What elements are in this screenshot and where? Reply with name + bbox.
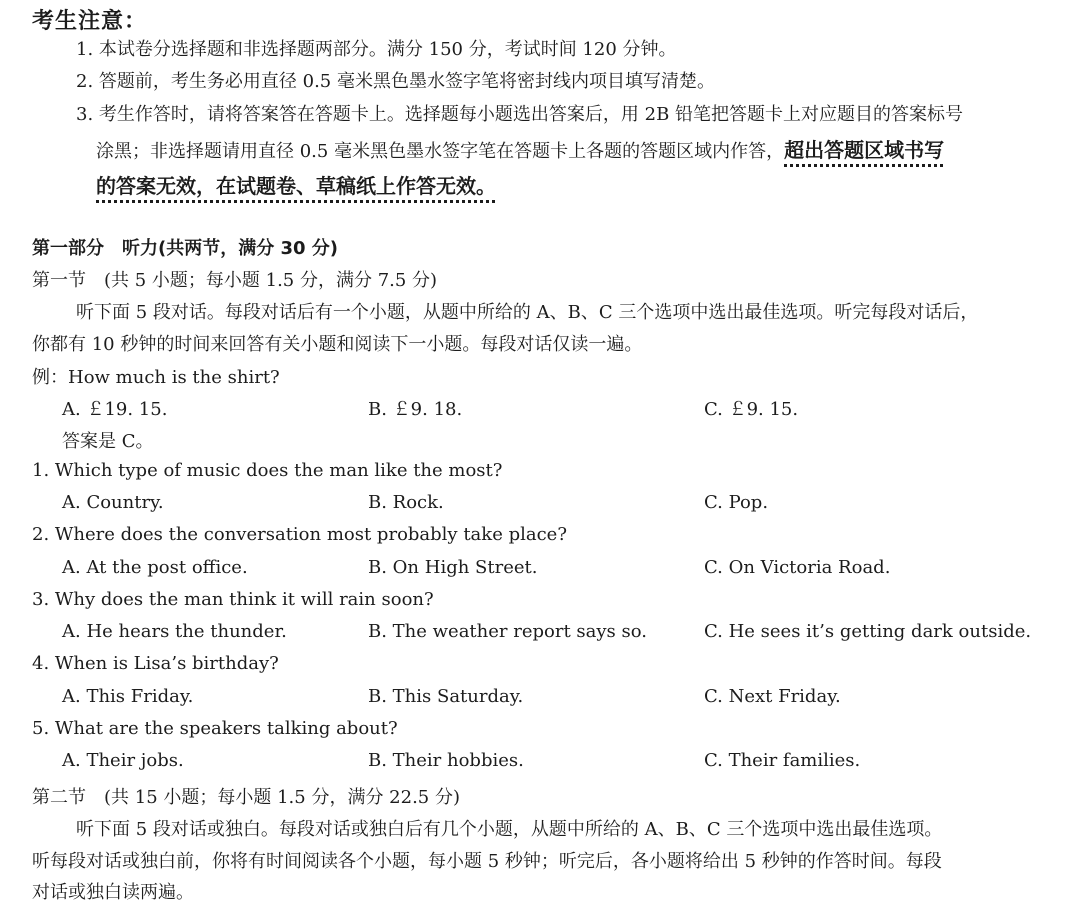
question-3-option-c: C. He sees it’s getting dark outside. — [704, 621, 1032, 642]
question-1: 1. Which type of music does the man like the most? — [32, 460, 503, 481]
question-1-option-b: B. Rock. — [368, 492, 444, 513]
section2-heading: 第二节 (共 15 小题；每小题 1.5 分，满分 22.5 分) — [32, 787, 460, 808]
section1-instruction-line-2: 你都有 10 秒钟的时间来回答有关小题和阅读下一小题。每段对话仅读一遍。 — [32, 334, 643, 355]
question-5: 5. What are the speakers talking about? — [32, 718, 398, 739]
question-2-option-a: A. At the post office. — [62, 557, 248, 578]
question-3-option-b: B. The weather report says so. — [368, 621, 647, 642]
example-answer: 答案是 C。 — [62, 431, 154, 452]
part1-heading: 第一部分 听力(共两节，满分 30 分) — [32, 238, 339, 259]
notice-item-1: 1. 本试卷分选择题和非选择题两部分。满分 150 分，考试时间 120 分钟。 — [76, 39, 677, 60]
question-1-option-c: C. Pop. — [704, 492, 769, 513]
question-4: 4. When is Lisa’s birthday? — [32, 653, 279, 674]
question-4-option-b: B. This Saturday. — [368, 686, 524, 707]
question-2-option-c: C. On Victoria Road. — [704, 557, 891, 578]
example-question: 例：How much is the shirt? — [32, 367, 280, 388]
question-5-option-a: A. Their jobs. — [62, 750, 184, 771]
section1-heading: 第一节 (共 5 小题；每小题 1.5 分，满分 7.5 分) — [32, 270, 438, 291]
question-5-option-c: C. Their families. — [704, 750, 861, 771]
example-option-b: B. ￡9. 18. — [368, 399, 463, 420]
notice-item-2: 2. 答题前，考生务必用直径 0.5 毫米黑色墨水签字笔将密封线内项目填写清楚。 — [76, 71, 715, 92]
question-2-option-b: B. On High Street. — [368, 557, 538, 578]
section2-instruction-line-3: 对话或独白读两遍。 — [32, 882, 194, 903]
section2-instruction-line-2: 听每段对话或独白前，你将有时间阅读各个小题，每小题 5 秒钟；听完后，各小题将给出 5 秒钟的作答时间。每段 — [32, 851, 942, 872]
question-3: 3. Why does the man think it will rain soon? — [32, 589, 434, 610]
example-option-a: A. ￡19. 15. — [62, 399, 168, 420]
question-2: 2. Where does the conversation most probably take place? — [32, 524, 567, 545]
section1-instruction-line-1: 听下面 5 段对话。每段对话后有一个小题，从题中所给的 A、B、C 三个选项中选出最佳选项。听完每段对话后， — [76, 302, 979, 323]
question-4-option-c: C. Next Friday. — [704, 686, 841, 707]
notice-emphasis-1: 超出答题区域书写 — [784, 138, 945, 162]
notice-item-3-plain: 涂黑；非选择题请用直径 0.5 毫米黑色墨水签字笔在答题卡上各题的答题区域内作答， — [96, 141, 785, 162]
notice-item-3-line-3 — [96, 170, 496, 199]
question-5-option-b: B. Their hobbies. — [368, 750, 524, 771]
notice-item-3-line-1: 3. 考生作答时，请将答案答在答题卡上。选择题每小题选出答案后，用 2B 铅笔把答题卡上对应题目的答案标号 — [76, 104, 964, 125]
example-option-c: C. ￡9. 15. — [704, 399, 799, 420]
question-3-option-a: A. He hears the thunder. — [62, 621, 287, 642]
question-4-option-a: A. This Friday. — [62, 686, 194, 707]
notice-title: 考生注意： — [32, 9, 148, 34]
question-1-option-a: A. Country. — [62, 492, 164, 513]
notice-item-3-line-2 — [96, 134, 944, 163]
section2-instruction-line-1: 听下面 5 段对话或独白。每段对话或独白后有几个小题，从题中所给的 A、B、C 三个选项中选出最佳选项。 — [76, 819, 943, 840]
notice-emphasis-2: 的答案无效，在试题卷、草稿纸上作答无效。 — [96, 174, 496, 198]
